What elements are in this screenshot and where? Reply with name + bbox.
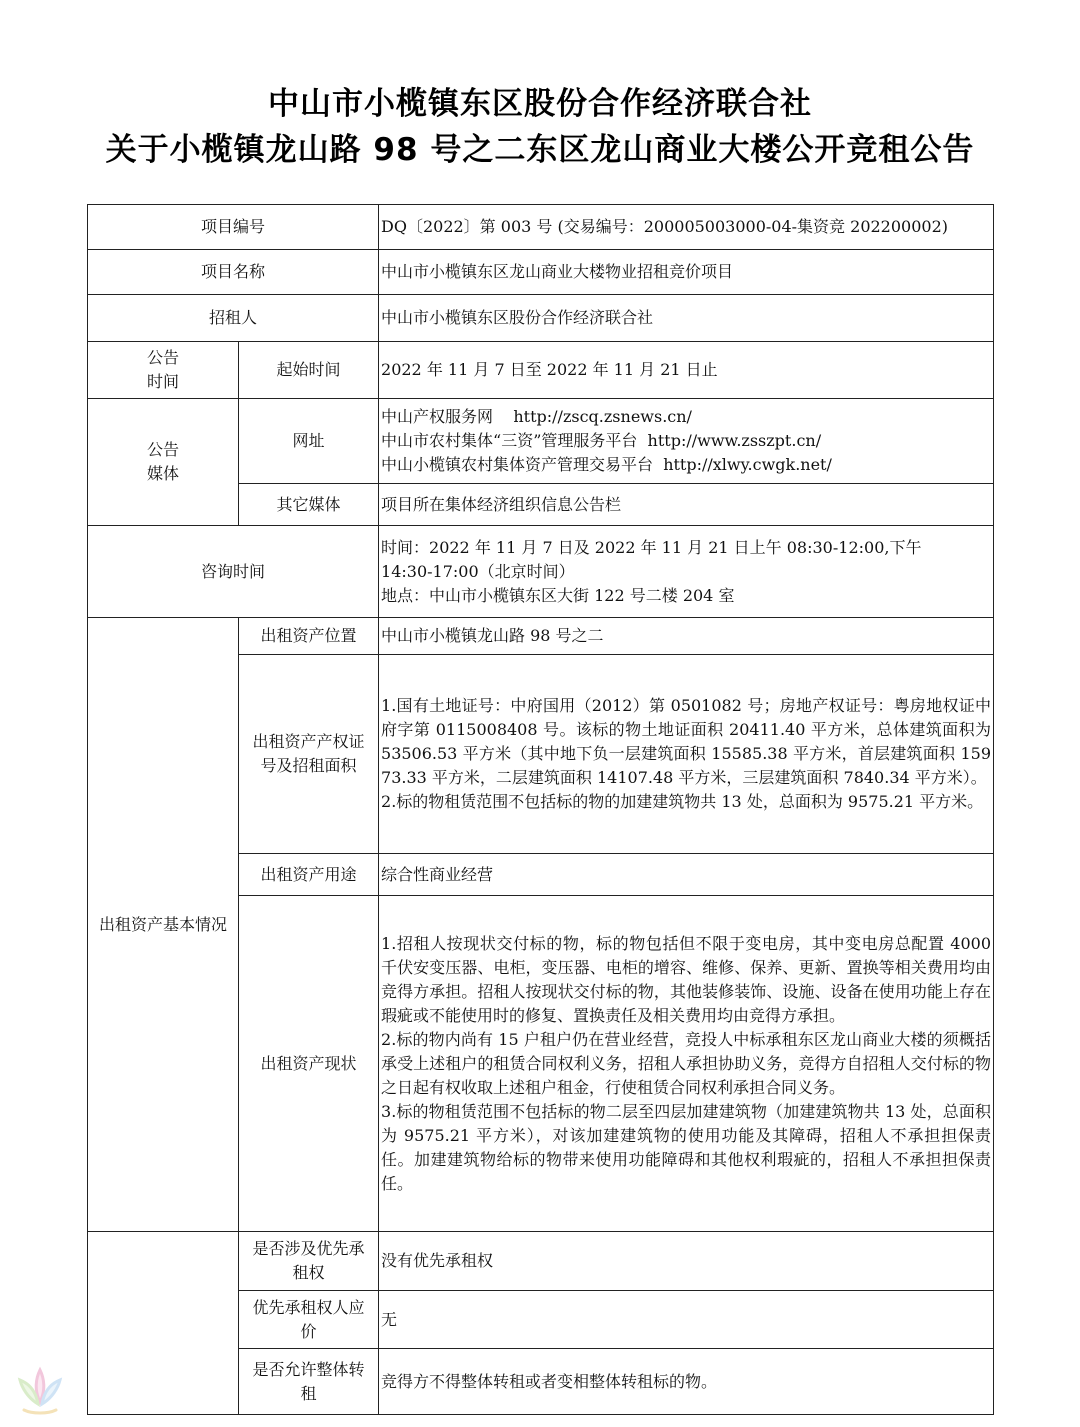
start-time-label: 起始时间 (239, 342, 379, 399)
consult-time-label: 咨询时间 (88, 526, 379, 618)
consult-line: 地点：中山市小榄镇东区大街 122 号二楼 204 室 (381, 585, 735, 605)
notice-media-group-label (88, 399, 239, 526)
sublet-label (239, 1349, 379, 1415)
other-media-label: 其它媒体 (239, 484, 379, 526)
notice-time-group-label-line2: 时间 (146, 372, 179, 391)
asset-cert-paragraph: 1.国有土地证号：中府国用（2012）第 0501082 号；房地产权证号：粤房地权证中府字第 0115008408 号。该标的物土地证面积 20411.40 平方米，总体建筑面积为 53506.53 平方米（其中地下负一层建筑面积 15585.38 平方米，首层建筑面积 15973.33 平方米，二层建筑面积 14107.48 平方米，三层建筑面积 7840.34 平方米）。 (381, 696, 992, 787)
start-time-value: 2022 年 11 月 7 日至 2022 年 11 月 21 日止 (379, 342, 994, 399)
table-row (88, 295, 994, 342)
asset-cert-label (239, 655, 379, 854)
consult-line: 时间：2022 年 11 月 7 日及 2022 年 11 月 21 日上午 08:30-12:00,下午 (381, 537, 922, 557)
page-title-line1: 中山市小榄镇东区股份合作经济联合社 (268, 86, 812, 122)
other-media-value: 项目所在集体经济组织信息公告栏 (379, 484, 994, 526)
notice-media-group-label-line2: 媒体 (146, 464, 179, 483)
priority-involve-label-line2: 租权 (292, 1263, 325, 1282)
notice-time-group-label (88, 342, 239, 399)
website-line: 中山市农村集体“三资”管理服务平台 http://www.zsszpt.cn/ (381, 431, 822, 450)
website-label: 网址 (239, 399, 379, 484)
asset-status-paragraph: 3.标的物租赁范围不包括标的物二层至四层加建建筑物（加建建筑物共 13 处，总面积为 9575.21 平方米），对该加建建筑物的使用功能及其障碍，招租人不承担担保责任。加建建筑物给标的物带来使用功能障碍和其他权利瑕疵的，招租人不承担担保责任。 (381, 1101, 992, 1193)
priority-price-label-line1: 优先承租权人应 (252, 1297, 365, 1317)
asset-use-value: 综合性商业经营 (379, 854, 994, 896)
project-name-label: 项目名称 (88, 250, 379, 295)
asset-status-label: 出租资产现状 (239, 896, 379, 1232)
website-list (379, 399, 994, 484)
website-line: 中山产权服务网 http://zscq.zsnews.cn/ (381, 407, 692, 426)
priority-price-label (239, 1291, 379, 1349)
asset-use-label: 出租资产用途 (239, 854, 379, 896)
consult-time-value (379, 526, 994, 618)
asset-cert-value (379, 655, 994, 854)
table-row (88, 618, 994, 655)
priority-involve-label (239, 1232, 379, 1291)
announcement-table (87, 204, 994, 1415)
table-row (88, 250, 994, 295)
lessor-value: 中山市小榄镇东区股份合作经济联合社 (379, 295, 994, 342)
asset-group-label: 出租资产基本情况 (88, 618, 239, 1232)
table-row (88, 342, 994, 399)
asset-cert-label-line1: 出租资产产权证 (252, 732, 365, 751)
website-line: 中山小榄镇农村集体资产管理交易平台 http://xlwy.cwgk.net/ (381, 455, 832, 474)
asset-location-label: 出租资产位置 (239, 618, 379, 655)
consult-line: 14:30-17:00（北京时间） (381, 561, 575, 581)
asset-location-value: 中山市小榄镇龙山路 98 号之二 (379, 618, 994, 655)
table-row (88, 205, 994, 250)
lotus-logo-icon (12, 1362, 68, 1422)
project-name-value: 中山市小榄镇东区龙山商业大楼物业招租竞价项目 (379, 250, 994, 295)
table-row (88, 1232, 994, 1291)
priority-price-label-line2: 价 (300, 1321, 317, 1341)
sublet-value: 竞得方不得整体转租或者变相整体转租标的物。 (379, 1349, 994, 1415)
asset-status-value (379, 896, 994, 1232)
notice-time-group-label-line1: 公告 (146, 348, 179, 367)
page-title-line2: 关于小榄镇龙山路 98 号之二东区龙山商业大楼公开竞租公告 (105, 132, 975, 168)
table-row (88, 526, 994, 618)
table-row (88, 399, 994, 484)
notice-media-group-label-line1: 公告 (146, 440, 179, 459)
asset-cert-paragraph: 2.标的物租赁范围不包括标的物的加建建筑物共 13 处，总面积为 9575.21 平方米。 (381, 792, 984, 811)
asset-status-paragraph: 2.标的物内尚有 15 户租户仍在营业经营，竞投人中标承租东区龙山商业大楼的须概括承受上述租户的租赁合同权利义务，招租人承担协助义务，竞得方自招租人交付标的物之日起有权收取上述租户租金，行使租赁合同权利承担合同义务。 (381, 1029, 992, 1097)
project-no-label: 项目编号 (88, 205, 379, 250)
priority-price-value: 无 (379, 1291, 994, 1349)
sublet-label-line2: 租 (300, 1383, 317, 1403)
priority-involve-value: 没有优先承租权 (379, 1232, 994, 1291)
asset-status-paragraph: 1.招租人按现状交付标的物，标的物包括但不限于变电房，其中变电房总配置 4000 千伏安变压器、电柜，变压器、电柜的增容、维修、保养、更新、置换等相关费用均由竞得方承担。招租人按现状交付标的物，其他装修装饰、设施、设备在使用功能上存在瑕疵或不能使用时的修复、置换责任及相关费用均由竞得方承担。 (381, 933, 992, 1025)
sublet-label-line1: 是否允许整体转 (252, 1359, 365, 1379)
priority-involve-label-line1: 是否涉及优先承 (252, 1239, 365, 1258)
asset-cert-label-line2: 号及招租面积 (260, 756, 357, 775)
lessor-label: 招租人 (88, 295, 379, 342)
priority-group-cell (88, 1232, 239, 1415)
project-no-value: DQ〔2022〕第 003 号 (交易编号：200005003000-04-集资竞 202200002) (379, 205, 994, 250)
